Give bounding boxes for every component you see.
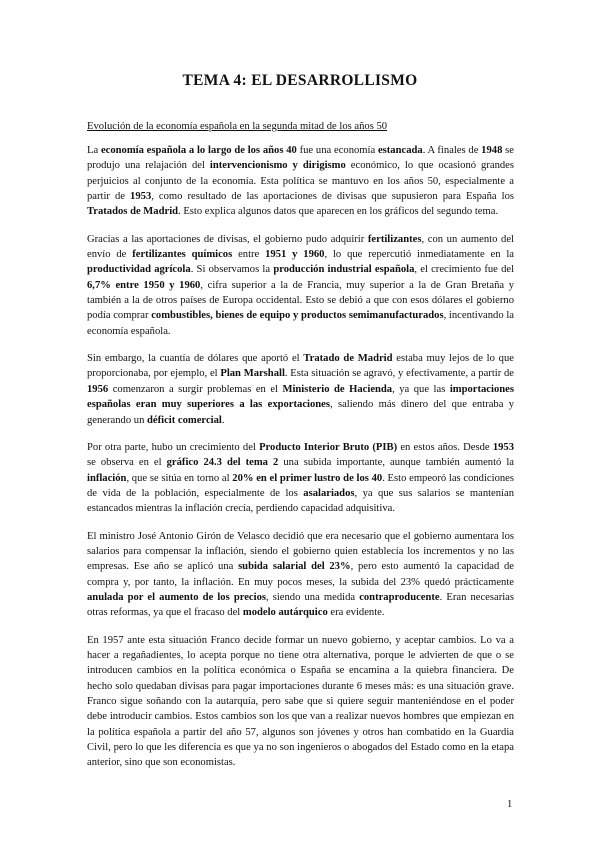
- paragraph-4: [87, 440, 514, 517]
- bold-text: estancada: [377, 145, 423, 156]
- text-run: Gracias a las aportaciones de divisas, el gobierno pudo adquirir: [87, 233, 368, 245]
- bold-text: combustibles, bienes de equipo y productos semimanufacturados: [151, 310, 444, 322]
- bold-text: importaciones españolas eran muy superiores a las exportaciones: [87, 383, 514, 411]
- text-run: , siendo una medida: [266, 591, 360, 603]
- bold-text: asalariados: [303, 487, 355, 499]
- text-run: . A finales de: [422, 145, 482, 156]
- text-run: , como resultado de las aportaciones de divisas que supusieron para España los: [151, 191, 514, 203]
- bold-text: productividad agrícola: [87, 264, 191, 276]
- text-run: , incentivando la economía española.: [87, 310, 514, 337]
- bold-text: 1953: [130, 191, 152, 203]
- bold-text: 1953: [492, 441, 514, 453]
- bold-text: 20% en el primer lustro de los 40: [232, 472, 383, 484]
- text-run: , ya que sus salarios se mantenían estancados mientras la inflación crecía, perdiendo capacidad adquisitiva.: [87, 487, 514, 515]
- text-run: . Esta situación se agravó, y efectivamente, a partir de: [284, 368, 514, 380]
- paragraph-3: [87, 351, 514, 428]
- paragraph-5: [87, 529, 514, 621]
- text-run: , el crecimiento fue del: [414, 264, 515, 276]
- text-run: , pero esto aumentó la capacidad de compra y, por tanto, la inflación. En muy pocos meses, la subida del 23% quedó prácticamente: [87, 561, 514, 588]
- text-run: . Esto explica algunos datos que aparecen en los gráficos del segundo tema.: [178, 206, 499, 218]
- section-subtitle: Evolución de la economía española en la segunda mitad de los años 50: [87, 121, 388, 132]
- bold-text: inflación: [87, 472, 127, 484]
- document-body: [87, 143, 514, 783]
- bold-text: producción industrial española: [273, 264, 415, 276]
- bold-text: Plan Marshall: [220, 368, 285, 380]
- bold-text: Ministerio de Hacienda: [282, 383, 393, 395]
- text-run: , cifra superior a la de Francia, muy superior a la de Gran Bretaña y también a la de otros países de Europa occidental. Esto se debió a que con esos dólares el gobierno podía comprar: [87, 279, 514, 322]
- text-run: se observa en el: [87, 457, 167, 469]
- bold-text: Producto Interior Bruto (PIB): [259, 441, 398, 453]
- text-run: En 1957 ante esta situación Franco decide formar un nuevo gobierno, y aceptar cambios. Lo va a hacer a regañadientes, lo acepta porque no tiene otra alternativa, porque le advierten de que o se introducen cambios en la política económica o España se encamina a la quiebra financiera. De hecho solo quedaban divisas para pagar importaciones durante 6 meses más: es una situación grave. Franco sigue soñando con la autarquía, pero sabe que si quiere seguir manteniéndose en el poder debe introducir cambios. Estos cambios son los que van a realizar nuevos hombres que empiezan en la política española a partir del año 57, algunos son jóvenes y otros han combatido en la Guardia Civil, pero lo que les diferencia es que ya no son ingenieros o abogados del Estado como en la etapa anterior, sino que son economistas.: [87, 634, 514, 769]
- paragraph-1: [87, 143, 514, 220]
- text-run: Sin embargo, la cuantía de dólares que aportó el: [87, 353, 304, 365]
- text-run: , que se sitúa en torno al: [126, 472, 233, 484]
- paragraph-6: [87, 633, 514, 771]
- text-run: El ministro José Antonio Girón de Velasco decidió que era necesario que el gobierno aumentara los salarios para compensar la inflación, siendo el gobierno quien establecía los incrementos y no las empresas. Ese año se aplicó una: [87, 530, 514, 573]
- text-run: , lo que repercutió inmediatamente en la: [324, 249, 514, 261]
- text-run: económico, lo que ocasionó grandes perjuicios al conjunto de la economía. Esta política se mantuvo en los años 50, especialmente a partir de: [87, 160, 514, 203]
- text-run: , con un aumento del envío de: [87, 233, 514, 261]
- bold-text: subida salarial del 23%: [238, 561, 351, 573]
- text-run: , ya que las: [392, 383, 450, 395]
- text-run: se produjo una relajación del: [87, 145, 514, 172]
- bold-text: 1948: [481, 145, 503, 156]
- page-title: TEMA 4: EL DESARROLLISMO: [182, 72, 418, 89]
- text-run: , saliendo más dinero del que entraba y generando un: [87, 399, 515, 426]
- bold-text: Tratado de Madrid: [303, 353, 393, 365]
- text-run: . Esto empeoró las condiciones de vida de la población, especialmente de los: [87, 472, 514, 499]
- text-run: estaba muy lejos de lo que proporcionaba, por ejemplo, el: [87, 353, 514, 380]
- bold-text: déficit comercial: [147, 414, 222, 426]
- paragraph-2: [87, 232, 514, 339]
- bold-text: Tratados de Madrid: [87, 206, 179, 218]
- text-run: comenzaron a surgir problemas en el: [108, 383, 283, 395]
- text-run: era evidente.: [327, 607, 385, 619]
- bold-text: modelo autárquico: [242, 607, 328, 619]
- text-run: La: [87, 145, 101, 156]
- bold-text: economía española a lo largo de los años 40: [100, 145, 297, 156]
- text-run: entre: [232, 249, 266, 261]
- bold-text: fertilizantes químicos: [132, 249, 233, 261]
- text-run: Por otra parte, hubo un crecimiento del: [87, 441, 260, 453]
- bold-text: fertilizantes: [367, 233, 422, 245]
- bold-text: anulada por el aumento de los precios: [87, 591, 266, 603]
- text-run: una subida importante, aunque también aumentó la: [278, 457, 515, 469]
- bold-text: intervencionismo y dirigismo: [209, 160, 346, 172]
- bold-text: 6,7% entre 1950 y 1960: [87, 279, 201, 291]
- text-run: fue una economía: [296, 145, 378, 156]
- text-run: .: [221, 414, 225, 426]
- text-run: en estos años. Desde: [397, 441, 493, 453]
- bold-text: 1956: [87, 383, 109, 395]
- page-number: 1: [507, 799, 513, 810]
- text-run: . Si observamos la: [190, 264, 274, 276]
- bold-text: contraproducente: [359, 591, 440, 603]
- bold-text: 1951 y 1960: [265, 249, 325, 261]
- bold-text: gráfico 24.3 del tema 2: [166, 457, 279, 469]
- text-run: . Eran necesarias otras reformas, ya que el fracaso del: [87, 591, 514, 619]
